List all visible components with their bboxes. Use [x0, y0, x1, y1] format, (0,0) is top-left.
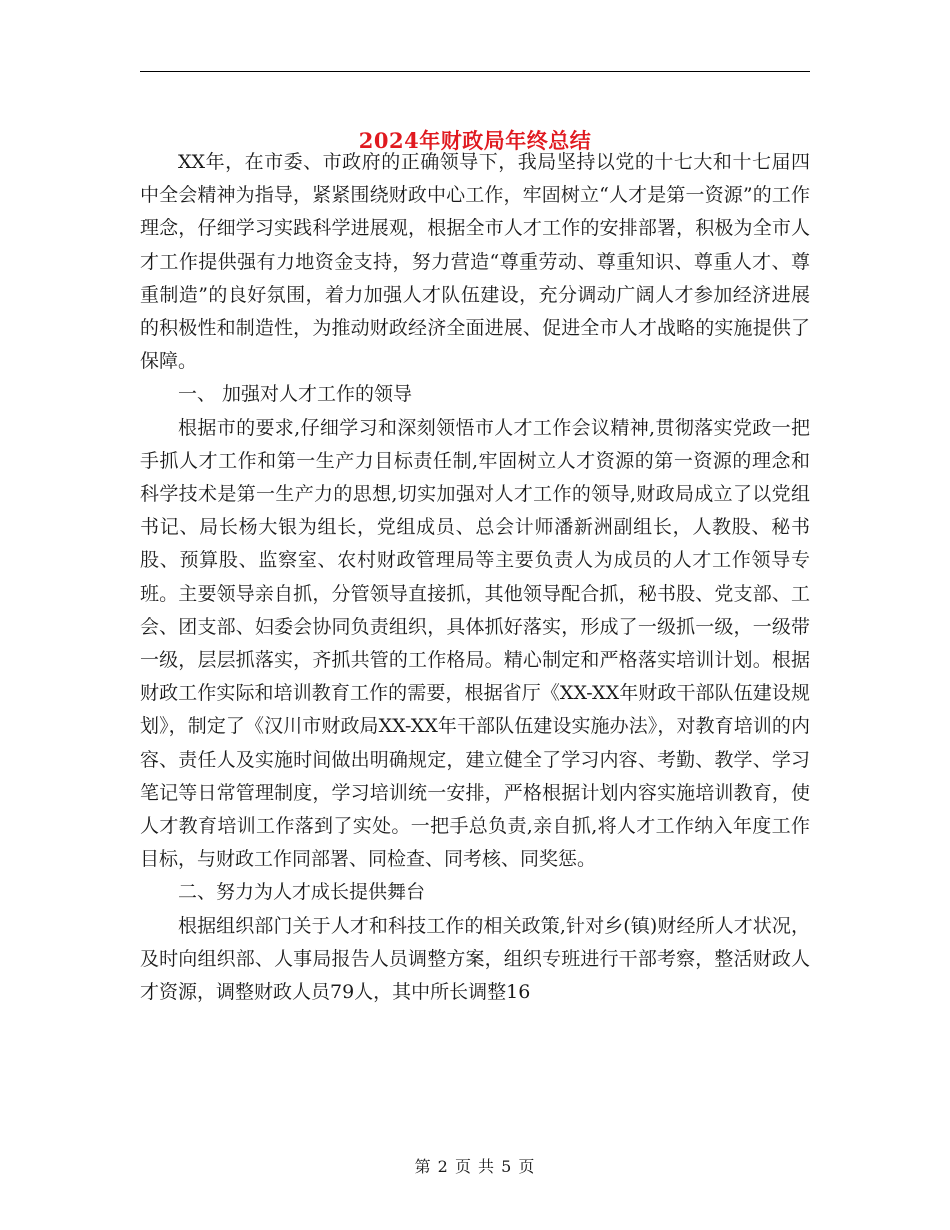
page-number: 第 2 页 共 5 页 — [414, 1157, 536, 1176]
header-rule — [140, 71, 810, 72]
document-body — [140, 146, 810, 1009]
intro-paragraph: XX年，在市委、市政府的正确领导下，我局坚持以党的十七大和十七届四中全会精神为指导，紧紧围绕财政中心工作，牢固树立“人才是第一资源”的工作理念，仔细学习实践科学进展观，根据全市人才工作的安排部署，积极为全市人才工作提供强有力地资金支持，努力营造“尊重劳动、尊重知识、尊重人才、尊重制造”的良好氛围，着力加强人才队伍建设，充分调动广阔人才参加经济进展的积极性和制造性，为推动财政经济全面进展、促进全市人才战略的实施提供了保障。 — [140, 151, 810, 373]
section-heading-1: 一、 加强对人才工作的领导 — [178, 383, 413, 406]
document-title: 2024年财政局年终总结 — [358, 128, 592, 154]
section-2-paragraph: 根据组织部门关于人才和科技工作的相关政策,针对乡(镇)财经所人才状况，及时向组织部、人事局报告人员调整方案，组织专班进行干部考察，整活财政人才资源，调整财政人员79人，其中所长调整16 — [140, 914, 810, 1004]
section-1-paragraph: 根据市的要求,仔细学习和深刻领悟市人才工作会议精神,贯彻落实党政一把手抓人才工作和第一生产力目标责任制,牢固树立人才资源的第一资源的理念和科学技术是第一生产力的思想,切实加强对人才工作的领导,财政局成立了以党组书记、局长杨大银为组长，党组成员、总会计师潘新洲副组长，人教股、秘书股、预算股、监察室、农村财政管理局等主要负责人为成员的人才工作领导专班。主要领导亲自抓，分管领导直接抓，其他领导配合抓，秘书股、党支部、工会、团支部、妇委会协同负责组织，具体抓好落实，形成了一级抓一级，一级带一级，层层抓落实，齐抓共管的工作格局。精心制定和严格落实培训计划。根据财政工作实际和培训教育工作的需要，根据省厅《XX-XX年财政干部队伍建设规划》，制定了《汉川市财政局XX-XX年干部队伍建设实施办法》，对教育培训的内容、责任人及实施时间做出明确规定，建立健全了学习内容、考勤、教学、学习笔记等日常管理制度，学习培训统一安排，严格根据计划内容实施培训教育，使人才教育培训工作落到了实处。一把手总负责,亲自抓,将人才工作纳入年度工作目标，与财政工作同部署、同检查、同考核、同奖惩。 — [140, 416, 810, 871]
section-heading-2: 二、努力为人才成长提供舞台 — [178, 881, 426, 904]
